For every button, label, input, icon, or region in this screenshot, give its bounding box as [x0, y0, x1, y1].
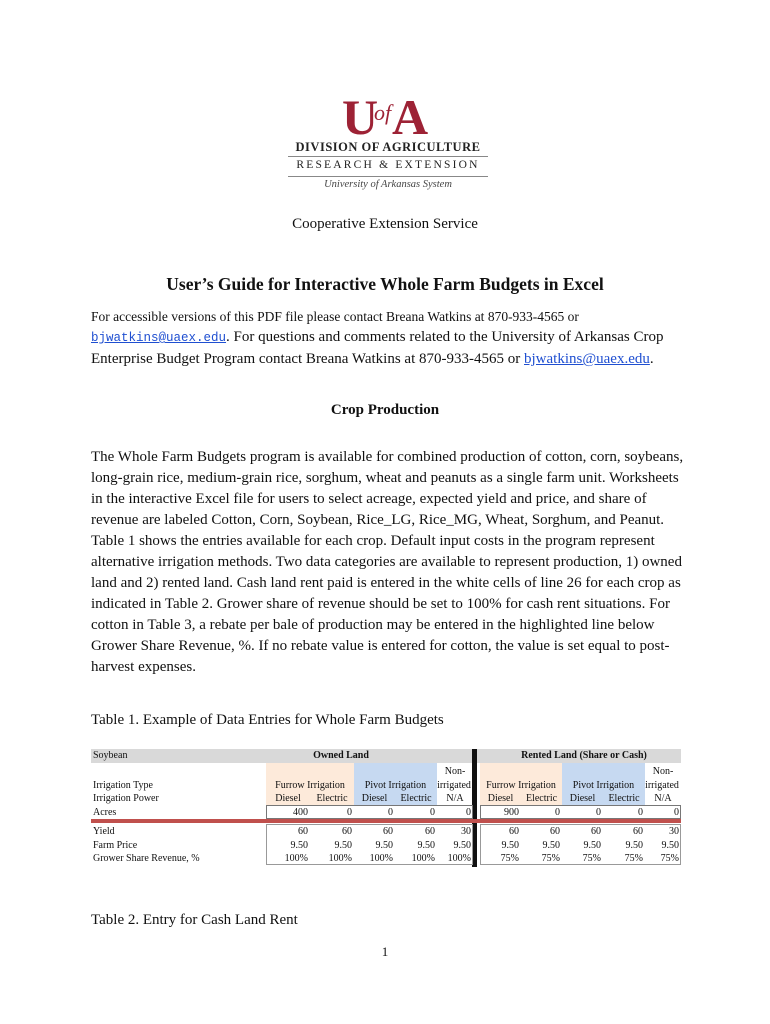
owned-yield-cell: 60 — [383, 826, 393, 837]
owned-price-cell: 9.50 — [290, 840, 308, 851]
intro-end: . — [649, 351, 654, 367]
logo-divider — [288, 176, 488, 177]
rented-yield-cell: 60 — [633, 826, 643, 837]
owned-share-cell: 100% — [284, 853, 308, 864]
row-label: Grower Share Revenue, % — [93, 853, 200, 864]
row-divider — [91, 819, 681, 823]
logo-letters-of: of — [374, 100, 392, 125]
owned-price-cell: 9.50 — [334, 840, 352, 851]
rented-price-cell: 9.50 — [501, 840, 519, 851]
rented-share-cell: 75% — [541, 853, 560, 864]
rented-acres-cell: 0 — [596, 807, 601, 818]
power-cell: Electric — [608, 793, 640, 804]
rented-acres-cell: 0 — [555, 807, 560, 818]
power-cell: Electric — [525, 793, 558, 804]
logo-letter-u: U — [342, 90, 379, 140]
owned-yield-cell: 60 — [425, 826, 435, 837]
power-cell: Diesel — [275, 793, 301, 804]
logo-letter-a: A — [392, 90, 429, 140]
irrigation-type: Non- — [444, 766, 466, 777]
owned-price-cell: 9.50 — [453, 840, 471, 851]
power-cell: Diesel — [569, 793, 596, 804]
rented-land-heading: Rented Land (Share or Cash) — [521, 750, 647, 761]
rented-price-cell: 9.50 — [542, 840, 560, 851]
rented-yield-cell: 30 — [669, 826, 679, 837]
owned-yield-cell: 30 — [461, 826, 471, 837]
row-label: Acres — [93, 807, 117, 818]
owned-share-cell: 100% — [369, 853, 393, 864]
page-number: 1 — [381, 944, 389, 959]
owned-share-cell: 100% — [328, 853, 352, 864]
row-label: Irrigation Power — [93, 793, 159, 804]
table2-caption: Table 2. Entry for Cash Land Rent — [91, 912, 298, 928]
owned-land-heading: Owned Land — [313, 750, 369, 761]
rented-share-cell: 75% — [624, 853, 643, 864]
logo-divider — [288, 156, 488, 157]
irrigation-type: Pivot Irrigation — [572, 780, 635, 791]
irrigation-type: Furrow Irrigation — [486, 780, 556, 791]
logo-research-text: RESEARCH & EXTENSION — [296, 159, 480, 171]
email-link[interactable]: bjwatkins@uaex.edu — [524, 351, 650, 367]
rented-share-cell: 75% — [582, 853, 601, 864]
owned-share-cell: 100% — [411, 853, 435, 864]
owned-acres-cell: 0 — [347, 807, 352, 818]
rented-acres-cell: 0 — [638, 807, 643, 818]
owned-share-cell: 100% — [447, 853, 471, 864]
section-heading: Crop Production — [330, 402, 440, 418]
irrigation-type: irrigated — [645, 780, 679, 791]
rented-share-cell: 75% — [500, 853, 519, 864]
owned-price-cell: 9.50 — [417, 840, 435, 851]
table1-caption: Table 1. Example of Data Entries for Whole Farm Budgets — [91, 712, 444, 728]
rented-yield-cell: 60 — [550, 826, 560, 837]
intro-line: For accessible versions of this PDF file please contact Breana Watkins at 870-933-4565 or — [91, 309, 579, 324]
owned-yield-cell: 60 — [342, 826, 352, 837]
service-name: Cooperative Extension Service — [292, 216, 478, 232]
owned-acres-cell: 0 — [388, 807, 393, 818]
owned-acres-cell: 0 — [466, 807, 471, 818]
irrigation-type: Non- — [652, 766, 674, 777]
owned-acres-cell: 0 — [430, 807, 435, 818]
owned-price-cell: 9.50 — [375, 840, 393, 851]
irrigation-type: Furrow Irrigation — [275, 780, 345, 791]
power-cell: N/A — [446, 793, 464, 804]
row-label: Farm Price — [93, 840, 138, 851]
owned-acres-cell: 400 — [293, 807, 308, 818]
document-title: User’s Guide for Interactive Whole Farm Budgets in Excel — [166, 274, 604, 294]
power-cell: Electric — [400, 793, 432, 804]
intro-paragraph — [91, 327, 691, 370]
email-link[interactable]: bjwatkins@uaex.edu — [91, 331, 227, 345]
intro-text: . For questions and comments related to the University of Arkansas Crop Enterprise Budget Program contact Breana Watkins at 870-933-4565 or — [91, 329, 664, 367]
table1-spreadsheet — [91, 749, 681, 867]
logo-mark-graphic — [340, 90, 436, 140]
power-cell: Electric — [316, 793, 348, 804]
row-label: Yield — [93, 826, 115, 837]
rented-yield-cell: 60 — [509, 826, 519, 837]
rented-acres-cell: 900 — [504, 807, 519, 818]
crop-label: Soybean — [93, 750, 128, 761]
rented-price-cell: 9.50 — [625, 840, 643, 851]
rented-acres-cell: 0 — [674, 807, 679, 818]
rented-share-cell: 75% — [660, 853, 679, 864]
row-label: Irrigation Type — [93, 780, 153, 791]
power-cell: Diesel — [361, 793, 388, 804]
irrigation-type: irrigated — [437, 780, 471, 791]
rented-yield-cell: 60 — [591, 826, 601, 837]
power-cell: N/A — [654, 793, 672, 804]
rented-price-cell: 9.50 — [661, 840, 679, 851]
rented-price-cell: 9.50 — [583, 840, 601, 851]
logo-system-text: University of Arkansas System — [324, 179, 452, 190]
irrigation-type: Pivot Irrigation — [364, 780, 427, 791]
power-cell: Diesel — [487, 793, 514, 804]
uaex-logo — [282, 90, 492, 200]
logo-division-text: DIVISION OF AGRICULTURE — [295, 140, 481, 154]
owned-yield-cell: 60 — [298, 826, 308, 837]
body-paragraph: The Whole Farm Budgets program is available for combined production of cotton, corn, soybeans, long-grain rice, medium-grain rice, sorghum, wheat and peanuts as a single farm unit. Worksheets in the interactive Excel file for users to select acreage, expected yield and price, and share of revenue are labeled Cotton, Corn, Soybean, Rice_LG, Rice_MG, Wheat, Sorghum, and Peanut. Table 1 shows the entries available for each crop. Default input costs in the program represent alternative irrigation methods. Two data categories are available to represent production, 1) owned land and 2) rented land. Cash land rent paid is entered in the white cells of line 26 for each crop as indicated in Table 2. Grower share of revenue should be set to 100% for cash rent situations. For cotton in Table 3, a rebate per bale of production may be entered in the highlighted line below Grower Share Revenue, %. If no rebate value is entered for cotton, the value is set equal to post-harvest expenses. — [91, 449, 684, 675]
